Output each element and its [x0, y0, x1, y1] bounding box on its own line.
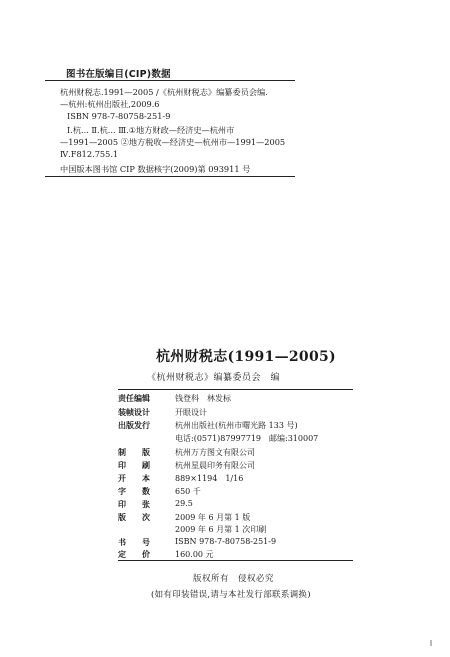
pub-row-word-count [118, 486, 358, 497]
cip-line-4: Ⅰ.杭... Ⅱ.杭... Ⅲ.①地方财政—经济史—杭州市 [67, 125, 235, 135]
pub-label: 书 号 [118, 538, 150, 547]
pub-label: 装帧设计 [118, 408, 150, 417]
cip-title: 图书在版编目(CIP)数据 [66, 69, 171, 80]
pub-row-price [118, 549, 358, 560]
pub-top-rule [118, 389, 353, 390]
pub-value: 650 千 [175, 487, 201, 496]
cip-footer: 中国版本图书馆 CIP 数据核字(2009)第 093911 号 [60, 164, 251, 174]
pub-label: 印 刷 [118, 461, 150, 470]
scan-edge-mark [430, 640, 432, 646]
book-editor-line: 《杭州财税志》编纂委员会 编 [147, 373, 281, 383]
cip-line-2: —杭州:杭州出版社,2009.6 [60, 99, 160, 109]
pub-label: 版 次 [118, 513, 150, 522]
pub-value: 160.00 元 [175, 550, 214, 559]
pub-value: 2009 年 6 月第 1 版 [175, 513, 251, 522]
pub-value: 杭州星晨印务有限公司 [175, 461, 255, 470]
pub-row-contact [118, 433, 358, 444]
pub-value: 电话:(0571)87997719 邮编:310007 [175, 434, 319, 443]
pub-row-design [118, 407, 358, 418]
cip-line-5: —1991—2005 ②地方税收—经济史—杭州市—1991—2005 [60, 137, 286, 147]
pub-value: 2009 年 6 月第 1 次印刷 [175, 525, 267, 534]
cip-line-1: 杭州财税志.1991—2005 /《杭州财税志》编纂委员会编. [60, 87, 268, 97]
pub-row-printing [118, 460, 358, 471]
pub-label: 开 本 [118, 474, 150, 483]
pub-value: 杭州万方图文有限公司 [175, 448, 255, 457]
cip-bottom-rule [45, 176, 295, 177]
cip-line-3: ISBN 978-7-80758-251-9 [67, 111, 171, 121]
pub-label: 印 张 [118, 500, 150, 509]
cip-line-6: Ⅳ.F812.755.1 [60, 149, 119, 159]
pub-row-edition [118, 512, 358, 523]
copyright-notice: 版权所有 侵权必究 [193, 574, 275, 584]
cip-top-rule [45, 80, 295, 81]
pub-value: 29.5 [175, 499, 193, 508]
pub-row-plate [118, 447, 358, 458]
pub-value: 开眼设计 [175, 408, 207, 417]
pub-row-publisher [118, 420, 358, 431]
pub-row-impression [118, 524, 358, 535]
pub-value: ISBN 978-7-80758-251-9 [175, 537, 277, 546]
pub-bottom-rule [118, 560, 353, 561]
pub-row-isbn [118, 537, 358, 548]
pub-label: 定 价 [118, 550, 150, 559]
pub-value: 杭州出版社(杭州市曙光路 133 号) [175, 421, 298, 430]
pub-label: 出版发行 [118, 421, 150, 430]
pub-label: 字 数 [118, 487, 150, 496]
misprint-notice: (如有印装错误,请与本社发行部联系调换) [151, 590, 311, 600]
pub-value: 889×1194 1/16 [175, 474, 244, 483]
pub-row-format [118, 473, 358, 484]
pub-row-sheets [118, 499, 358, 510]
pub-value: 钱登科 林发标 [175, 394, 231, 403]
pub-label: 责任编辑 [118, 394, 150, 403]
pub-row-responsible-editor [118, 393, 358, 404]
book-title: 杭州财税志(1991—2005) [156, 349, 336, 365]
pub-label: 制 版 [118, 448, 150, 457]
